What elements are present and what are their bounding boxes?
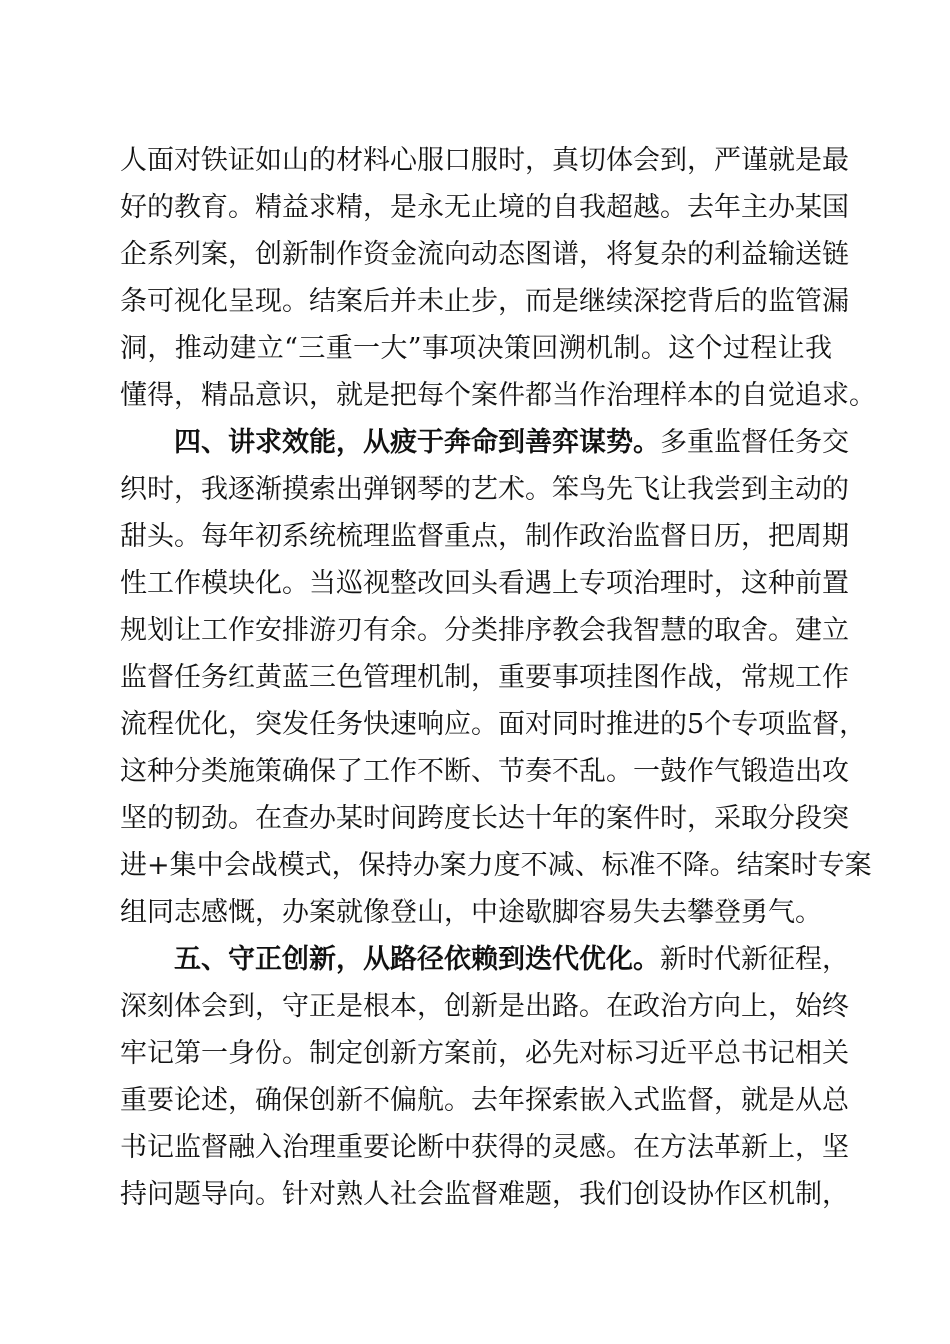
text-line: 企系列案，创新制作资金流向动态图谱，将复杂的利益输送链 (120, 239, 849, 270)
text-line: 进+集中会战模式，保持办案力度不减、标准不降。结案时专案 (120, 850, 872, 881)
text-line: 坚的韧劲。在查办某时间跨度长达十年的案件时，采取分段突 (120, 803, 849, 834)
paragraph-first-line (120, 419, 849, 466)
text-fragment: 新时代新征程， (660, 944, 849, 975)
paragraph-efficiency (120, 419, 872, 936)
paragraph-innovation (120, 936, 849, 1218)
paragraph-first-line (120, 936, 849, 983)
document-body (120, 137, 876, 1218)
text-line: 深刻体会到，守正是根本，创新是出路。在政治方向上，始终 (120, 991, 849, 1022)
text-line: 懂得，精品意识，就是把每个案件都当作治理样本的自觉追求。 (120, 380, 876, 411)
text-line: 洞，推动建立“三重一大”事项决策回溯机制。这个过程让我 (120, 333, 832, 364)
text-line: 监督任务红黄蓝三色管理机制，重要事项挂图作战，常规工作 (120, 662, 849, 693)
text-line: 书记监督融入治理重要论断中获得的灵感。在方法革新上，坚 (120, 1132, 849, 1163)
text-line: 这种分类施策确保了工作不断、节奏不乱。一鼓作气锻造出攻 (120, 756, 849, 787)
text-line: 人面对铁证如山的材料心服口服时，真切体会到，严谨就是最 (120, 145, 849, 176)
text-line: 甜头。每年初系统梳理监督重点，制作政治监督日历，把周期 (120, 521, 849, 552)
paragraph-rigor (120, 137, 876, 419)
section-heading: 四、讲求效能，从疲于奔命到善弈谋势。 (174, 427, 660, 458)
text-line: 组同志感慨，办案就像登山，中途歇脚容易失去攀登勇气。 (120, 897, 822, 928)
section-heading: 五、守正创新，从路径依赖到迭代优化。 (174, 944, 660, 975)
text-line: 重要论述，确保创新不偏航。去年探索嵌入式监督，就是从总 (120, 1085, 849, 1116)
text-line: 持问题导向。针对熟人社会监督难题，我们创设协作区机制， (120, 1179, 849, 1210)
text-line: 流程优化，突发任务快速响应。面对同时推进的5个专项监督， (120, 709, 867, 740)
text-line: 好的教育。精益求精，是永无止境的自我超越。去年主办某国 (120, 192, 849, 223)
text-line: 条可视化呈现。结案后并未止步，而是继续深挖背后的监管漏 (120, 286, 849, 317)
text-line: 性工作模块化。当巡视整改回头看遇上专项治理时，这种前置 (120, 568, 849, 599)
text-line: 规划让工作安排游刃有余。分类排序教会我智慧的取舍。建立 (120, 615, 849, 646)
text-line: 织时，我逐渐摸索出弹钢琴的艺术。笨鸟先飞让我尝到主动的 (120, 474, 849, 505)
text-line: 牢记第一身份。制定创新方案前，必先对标习近平总书记相关 (120, 1038, 849, 1069)
text-fragment: 多重监督任务交 (660, 427, 849, 458)
